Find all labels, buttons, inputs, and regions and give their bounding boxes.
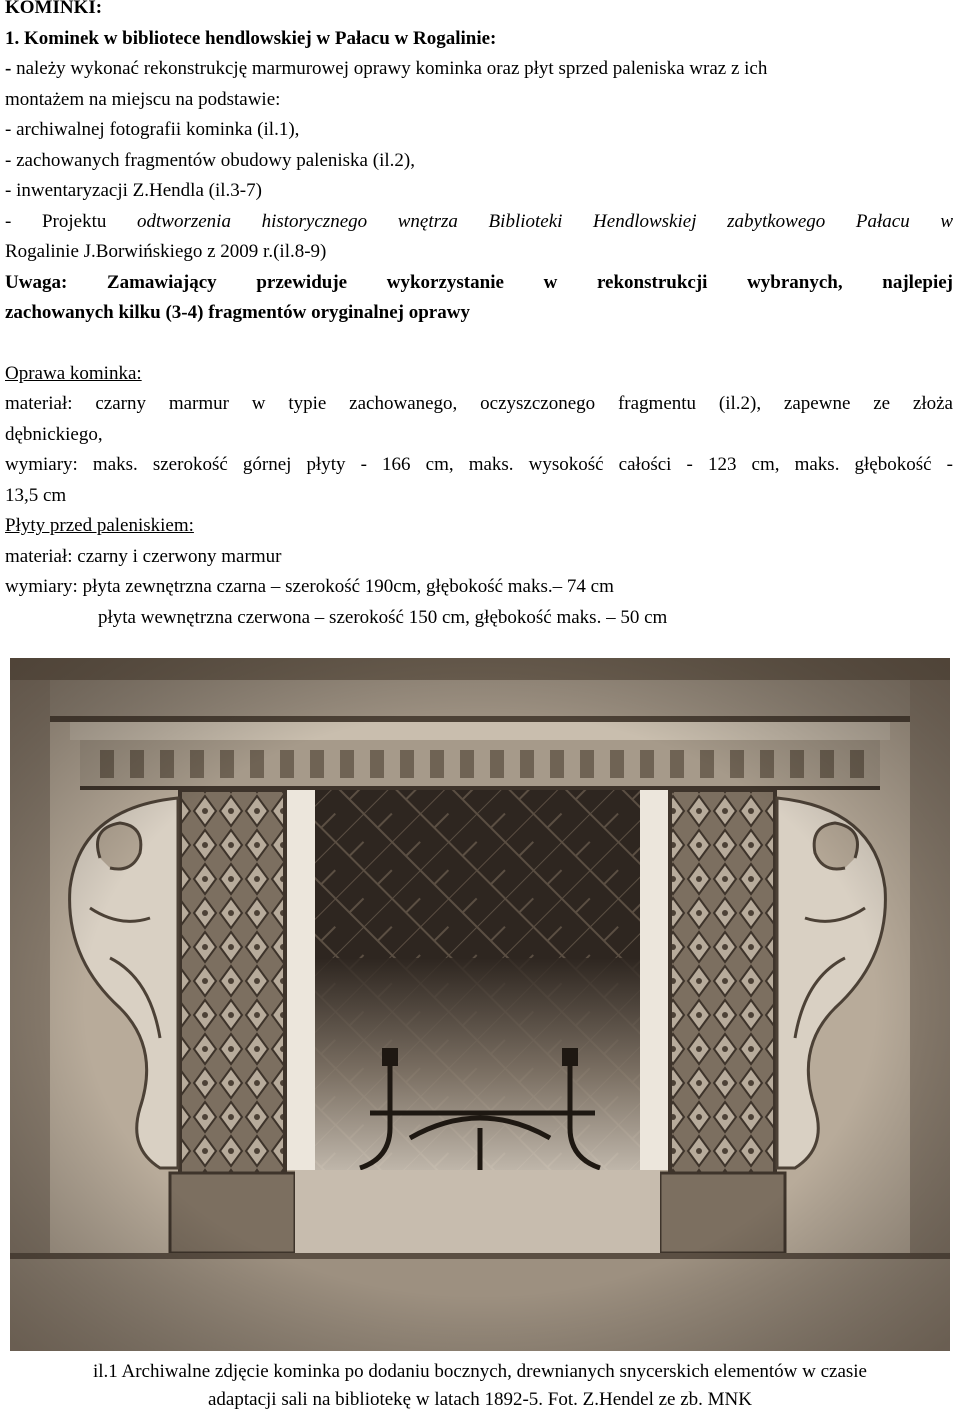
caption-line-1: il.1 Archiwalne zdjęcie kominka po dodaniu bocznych, drewnianych snycerskich elementów w czasie [93, 1361, 867, 1382]
intro-line-1 [5, 54, 953, 85]
caption-line-2: adaptacji sali na bibliotekę w latach 1892-5. Fot. Z.Hendel ze zb. MNK [208, 1389, 752, 1410]
fireplace-photo-illustration [10, 658, 950, 1351]
frame-material-line-1: materiał: czarny marmur w typie zachowanego, oczyszczonego fragmentu (il.2), zapewne ze złoża [5, 393, 953, 414]
note-line-1: Uwaga: Zamawiający przewiduje wykorzystanie w rekonstrukcji wybranych, najlepiej [5, 271, 953, 293]
intro-dash: - [5, 58, 12, 79]
project-line-1 [5, 207, 953, 238]
fireplace-photo [10, 658, 950, 1351]
intro-line-2: montażem na miejscu na podstawie: [5, 88, 281, 110]
plates-material: materiał: czarny i czerwony marmur [5, 545, 282, 567]
frame-dims-line-2: 13,5 cm [5, 484, 67, 506]
frame-dims-line-1: wymiary: maks. szerokość górnej płyty - 166 cm, maks. wysokość całości - 123 cm, maks. głębokość - [5, 454, 953, 475]
intro-text-1: należy wykonać rekonstrukcję marmurowej oprawy kominka oraz płyt sprzed paleniska wraz z ich [16, 58, 768, 79]
project-prefix: - Projektu [5, 210, 107, 232]
frame-material-line-2: dębnickiego, [5, 423, 103, 445]
document-page [0, 0, 960, 633]
project-line-2: Rogalinie J.Borwińskiego z 2009 r.(il.8-9) [5, 241, 327, 262]
plates-dims-outer: wymiary: płyta zewnętrzna czarna – szerokość 190cm, głębokość maks.– 74 cm [5, 576, 614, 597]
section-title: KOMINKI: [5, 0, 103, 18]
plates-dims-inner: płyta wewnętrzna czerwona – szerokość 150 cm, głębokość maks. – 50 cm [98, 606, 668, 628]
spacer [5, 329, 953, 359]
note-line-2: zachowanych kilku (3-4) fragmentów oryginalnej oprawy [5, 302, 470, 323]
frame-heading: Oprawa kominka: [5, 362, 142, 384]
figure-caption [0, 1358, 960, 1414]
plates-heading: Płyty przed paleniskiem: [5, 515, 194, 536]
source-item: - inwentaryzacji Z.Hendla (il.3-7) [5, 180, 262, 201]
source-item: - archiwalnej fotografii kominka (il.1), [5, 119, 300, 140]
item-title: 1. Kominek w bibliotece hendlowskiej w Pałacu w Rogalinie: [5, 27, 497, 49]
project-italic: odtworzenia historycznego wnętrza Biblioteki Hendlowskiej zabytkowego Pałacu w [137, 210, 954, 232]
source-item: - zachowanych fragmentów obudowy paleniska (il.2), [5, 149, 415, 171]
